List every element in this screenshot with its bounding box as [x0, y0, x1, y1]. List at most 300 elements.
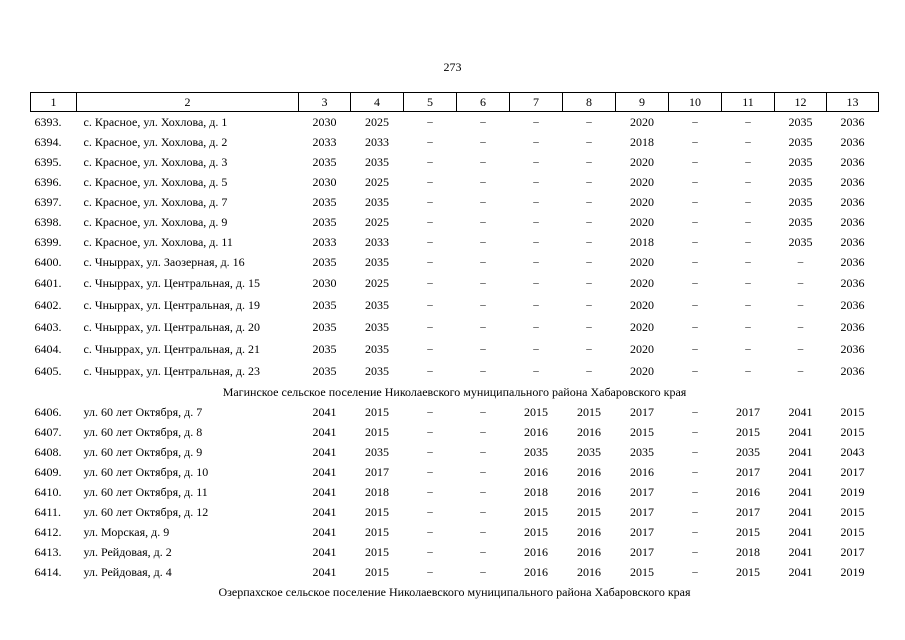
- table-body: [31, 112, 879, 603]
- year-cell: –: [586, 299, 592, 311]
- year-cell: –: [692, 299, 698, 311]
- year-cell: 2041: [788, 484, 813, 499]
- year-cell: 2035: [630, 444, 654, 459]
- year-cell: 2020: [630, 174, 654, 189]
- year-cell: 2018: [524, 484, 548, 499]
- year-cell: 2016: [524, 564, 548, 579]
- year-cell: 2041: [312, 564, 337, 579]
- year-cell: –: [745, 256, 751, 268]
- header-row: [31, 93, 879, 112]
- year-cell: 2035: [365, 254, 389, 269]
- year-cell: –: [586, 196, 592, 208]
- year-cell: 2033: [312, 234, 337, 249]
- year-cell: 2036: [840, 234, 865, 249]
- year-cell: 2015: [524, 404, 548, 419]
- year-cell: 2015: [736, 424, 760, 439]
- year-cell: 2015: [577, 404, 601, 419]
- year-cell: 2015: [524, 504, 548, 519]
- address-cell: с. Красное, ул. Хохлова, д. 9: [83, 214, 228, 229]
- year-cell: –: [427, 216, 433, 228]
- year-cell: –: [797, 365, 804, 377]
- year-cell: 2017: [630, 504, 654, 519]
- row-number: 6409.: [34, 464, 62, 479]
- year-cell: 2015: [365, 424, 389, 439]
- year-cell: 2041: [312, 464, 337, 479]
- year-cell: 2035: [524, 444, 548, 459]
- column-header: 13: [827, 93, 879, 112]
- year-cell: 2016: [524, 544, 548, 559]
- table-row: [31, 294, 879, 316]
- row-number: 6404.: [34, 341, 62, 356]
- year-cell: –: [533, 321, 539, 333]
- year-cell: 2041: [788, 524, 813, 539]
- year-cell: 2035: [365, 319, 389, 334]
- year-cell: 2020: [630, 114, 654, 129]
- year-cell: –: [586, 216, 592, 228]
- year-cell: 2041: [788, 544, 813, 559]
- year-cell: –: [427, 526, 433, 538]
- year-cell: 2036: [840, 341, 865, 356]
- year-cell: 2035: [312, 363, 337, 378]
- year-cell: 2035: [788, 174, 813, 189]
- year-cell: –: [745, 343, 751, 355]
- year-cell: 2025: [365, 114, 389, 129]
- row-number: 6401.: [34, 275, 62, 290]
- year-cell: 2020: [630, 194, 654, 209]
- address-cell: ул. Рейдовая, д. 4: [83, 564, 172, 579]
- column-header: 10: [669, 93, 722, 112]
- year-cell: 2036: [840, 319, 865, 334]
- year-cell: 2035: [312, 319, 337, 334]
- year-cell: 2018: [630, 234, 654, 249]
- year-cell: –: [427, 343, 433, 355]
- year-cell: 2035: [788, 134, 813, 149]
- address-cell: с. Чныррах, ул. Центральная, д. 15: [83, 275, 260, 290]
- year-cell: 2020: [630, 341, 654, 356]
- year-cell: 2036: [840, 114, 865, 129]
- year-cell: –: [427, 546, 433, 558]
- year-cell: –: [692, 426, 698, 438]
- year-cell: –: [692, 216, 698, 228]
- column-header: 7: [510, 93, 563, 112]
- year-cell: 2035: [365, 363, 389, 378]
- year-cell: –: [480, 136, 486, 148]
- year-cell: –: [480, 116, 486, 128]
- year-cell: 2025: [365, 214, 389, 229]
- year-cell: –: [797, 343, 804, 355]
- row-number: 6405.: [34, 363, 62, 378]
- year-cell: 2015: [630, 564, 654, 579]
- year-cell: 2015: [736, 524, 760, 539]
- year-cell: –: [586, 343, 592, 355]
- address-cell: ул. Рейдовая, д. 2: [83, 544, 172, 559]
- year-cell: 2015: [840, 524, 865, 539]
- year-cell: 2019: [840, 564, 865, 579]
- address-cell: ул. 60 лет Октября, д. 9: [83, 444, 203, 459]
- year-cell: 2017: [630, 484, 654, 499]
- year-cell: –: [692, 136, 698, 148]
- address-cell: с. Чныррах, ул. Центральная, д. 21: [83, 341, 260, 356]
- year-cell: –: [533, 176, 539, 188]
- year-cell: –: [427, 176, 433, 188]
- year-cell: 2016: [577, 544, 601, 559]
- row-number: 6408.: [34, 444, 62, 459]
- year-cell: 2015: [365, 524, 389, 539]
- row-number: 6411.: [34, 504, 62, 519]
- year-cell: –: [427, 136, 433, 148]
- year-cell: 2035: [577, 444, 601, 459]
- year-cell: 2020: [630, 254, 654, 269]
- year-cell: 2017: [365, 464, 389, 479]
- year-cell: –: [692, 365, 698, 377]
- year-cell: 2025: [365, 174, 389, 189]
- row-number: 6403.: [34, 319, 62, 334]
- year-cell: 2036: [840, 134, 865, 149]
- year-cell: 2041: [312, 444, 337, 459]
- year-cell: –: [427, 566, 433, 578]
- row-number: 6402.: [34, 297, 62, 312]
- year-cell: –: [480, 446, 486, 458]
- year-cell: 2017: [840, 464, 865, 479]
- year-cell: 2030: [312, 275, 337, 290]
- row-number: 6406.: [34, 404, 62, 419]
- table-row: [31, 316, 879, 338]
- year-cell: 2017: [840, 544, 865, 559]
- year-cell: 2033: [312, 134, 337, 149]
- year-cell: 2041: [312, 524, 337, 539]
- year-cell: 2036: [840, 254, 865, 269]
- year-cell: 2035: [312, 254, 337, 269]
- column-header: 3: [299, 93, 351, 112]
- year-cell: –: [480, 526, 486, 538]
- year-cell: 2041: [312, 404, 337, 419]
- column-header: 1: [31, 93, 77, 112]
- table-row: [31, 502, 879, 522]
- year-cell: 2018: [630, 134, 654, 149]
- year-cell: –: [586, 277, 592, 289]
- row-number: 6398.: [34, 214, 62, 229]
- table-row: [31, 112, 879, 133]
- year-cell: –: [480, 196, 486, 208]
- year-cell: 2041: [312, 504, 337, 519]
- year-cell: –: [745, 365, 751, 377]
- year-cell: 2018: [736, 544, 760, 559]
- year-cell: –: [427, 406, 433, 418]
- table-row: [31, 272, 879, 294]
- year-cell: –: [533, 116, 539, 128]
- row-number: 6396.: [34, 174, 62, 189]
- year-cell: 2035: [788, 114, 813, 129]
- page-number: 273: [443, 60, 462, 74]
- year-cell: –: [692, 546, 698, 558]
- year-cell: –: [692, 176, 698, 188]
- address-cell: ул. 60 лет Октября, д. 12: [83, 504, 209, 519]
- year-cell: 2035: [312, 297, 337, 312]
- year-cell: –: [427, 466, 433, 478]
- year-cell: –: [797, 256, 804, 268]
- year-cell: 2015: [840, 404, 865, 419]
- year-cell: 2015: [365, 564, 389, 579]
- year-cell: 2016: [736, 484, 760, 499]
- year-cell: –: [692, 446, 698, 458]
- year-cell: –: [745, 136, 751, 148]
- year-cell: –: [692, 486, 698, 498]
- column-header: 2: [77, 93, 299, 112]
- year-cell: –: [480, 406, 486, 418]
- column-header: 8: [563, 93, 616, 112]
- year-cell: –: [427, 299, 433, 311]
- table-row: [31, 442, 879, 462]
- year-cell: 2035: [312, 214, 337, 229]
- year-cell: 2035: [365, 341, 389, 356]
- year-cell: –: [533, 216, 539, 228]
- year-cell: –: [692, 196, 698, 208]
- year-cell: 2020: [630, 319, 654, 334]
- table-row: [31, 252, 879, 272]
- year-cell: 2016: [577, 564, 601, 579]
- year-cell: 2041: [312, 484, 337, 499]
- year-cell: 2020: [630, 214, 654, 229]
- address-cell: ул. 60 лет Октября, д. 11: [83, 484, 208, 499]
- year-cell: 2017: [736, 504, 760, 519]
- year-cell: 2035: [312, 194, 337, 209]
- year-cell: –: [692, 466, 698, 478]
- address-cell: с. Красное, ул. Хохлова, д. 7: [83, 194, 228, 209]
- year-cell: 2035: [365, 154, 389, 169]
- year-cell: –: [480, 176, 486, 188]
- column-header: 6: [457, 93, 510, 112]
- year-cell: 2025: [365, 275, 389, 290]
- year-cell: 2041: [788, 444, 813, 459]
- year-cell: –: [427, 277, 433, 289]
- row-number: 6394.: [34, 134, 62, 149]
- year-cell: –: [797, 277, 804, 289]
- year-cell: –: [533, 236, 539, 248]
- year-cell: –: [533, 156, 539, 168]
- year-cell: 2016: [577, 524, 601, 539]
- year-cell: –: [745, 156, 751, 168]
- section-heading-row: [31, 382, 879, 402]
- year-cell: –: [797, 321, 804, 333]
- year-cell: 2041: [312, 544, 337, 559]
- column-header: 5: [404, 93, 457, 112]
- year-cell: –: [533, 196, 539, 208]
- year-cell: 2043: [840, 444, 865, 459]
- column-header: 4: [351, 93, 404, 112]
- year-cell: –: [480, 321, 486, 333]
- year-cell: 2035: [736, 444, 760, 459]
- year-cell: –: [586, 256, 592, 268]
- year-cell: 2041: [788, 464, 813, 479]
- address-cell: с. Чныррах, ул. Заозерная, д. 16: [83, 254, 245, 269]
- year-cell: 2016: [630, 464, 654, 479]
- address-cell: с. Красное, ул. Хохлова, д. 1: [83, 114, 228, 129]
- column-header: 11: [722, 93, 775, 112]
- year-cell: –: [692, 256, 698, 268]
- address-cell: ул. 60 лет Октября, д. 8: [83, 424, 203, 439]
- year-cell: –: [427, 321, 433, 333]
- row-number: 6393.: [34, 114, 62, 129]
- table-row: [31, 132, 879, 152]
- year-cell: 2036: [840, 214, 865, 229]
- table-row: [31, 232, 879, 252]
- row-number: 6407.: [34, 424, 62, 439]
- year-cell: 2030: [312, 114, 337, 129]
- year-cell: –: [692, 566, 698, 578]
- row-number: 6395.: [34, 154, 62, 169]
- year-cell: 2016: [577, 424, 601, 439]
- year-cell: –: [692, 343, 698, 355]
- year-cell: 2041: [788, 504, 813, 519]
- table-row: [31, 360, 879, 382]
- year-cell: –: [745, 277, 751, 289]
- year-cell: 2016: [577, 464, 601, 479]
- year-cell: 2019: [840, 484, 865, 499]
- address-cell: с. Красное, ул. Хохлова, д. 3: [83, 154, 228, 169]
- year-cell: –: [480, 156, 486, 168]
- year-cell: –: [745, 176, 751, 188]
- year-cell: –: [586, 156, 592, 168]
- year-cell: 2035: [788, 154, 813, 169]
- table-row: [31, 402, 879, 422]
- table-row: [31, 422, 879, 442]
- year-cell: 2036: [840, 275, 865, 290]
- table-row: [31, 192, 879, 212]
- year-cell: –: [480, 299, 486, 311]
- year-cell: –: [427, 196, 433, 208]
- year-cell: –: [692, 506, 698, 518]
- year-cell: 2035: [788, 214, 813, 229]
- address-cell: ул. Морская, д. 9: [83, 524, 170, 539]
- year-cell: –: [692, 321, 698, 333]
- year-cell: –: [427, 486, 433, 498]
- year-cell: –: [427, 256, 433, 268]
- year-cell: –: [692, 116, 698, 128]
- year-cell: 2033: [365, 234, 389, 249]
- year-cell: –: [692, 156, 698, 168]
- year-cell: 2033: [365, 134, 389, 149]
- year-cell: –: [533, 277, 539, 289]
- year-cell: 2036: [840, 174, 865, 189]
- table-row: [31, 462, 879, 482]
- year-cell: –: [480, 365, 486, 377]
- year-cell: –: [480, 277, 486, 289]
- year-cell: –: [533, 365, 539, 377]
- year-cell: –: [692, 236, 698, 248]
- year-cell: –: [533, 136, 539, 148]
- year-cell: 2041: [788, 404, 813, 419]
- year-cell: 2020: [630, 275, 654, 290]
- year-cell: –: [586, 321, 592, 333]
- year-cell: –: [480, 546, 486, 558]
- year-cell: –: [745, 116, 751, 128]
- year-cell: –: [427, 116, 433, 128]
- year-cell: 2036: [840, 194, 865, 209]
- year-cell: 2015: [840, 504, 865, 519]
- year-cell: –: [427, 446, 433, 458]
- table-row: [31, 172, 879, 192]
- column-header: 12: [775, 93, 827, 112]
- year-cell: –: [692, 526, 698, 538]
- year-cell: 2015: [840, 424, 865, 439]
- year-cell: –: [480, 426, 486, 438]
- year-cell: 2041: [788, 564, 813, 579]
- table-row: [31, 338, 879, 360]
- year-cell: 2016: [524, 464, 548, 479]
- year-cell: –: [427, 156, 433, 168]
- row-number: 6397.: [34, 194, 62, 209]
- year-cell: 2030: [312, 174, 337, 189]
- year-cell: –: [745, 299, 751, 311]
- year-cell: –: [427, 506, 433, 518]
- year-cell: –: [480, 343, 486, 355]
- year-cell: 2035: [788, 234, 813, 249]
- year-cell: –: [480, 236, 486, 248]
- table-row: [31, 152, 879, 172]
- year-cell: 2035: [365, 194, 389, 209]
- year-cell: 2036: [840, 297, 865, 312]
- year-cell: –: [745, 236, 751, 248]
- year-cell: –: [427, 365, 433, 377]
- year-cell: –: [533, 343, 539, 355]
- year-cell: –: [745, 216, 751, 228]
- year-cell: 2035: [365, 444, 389, 459]
- year-cell: 2017: [736, 464, 760, 479]
- year-cell: –: [586, 176, 592, 188]
- year-cell: –: [586, 236, 592, 248]
- year-cell: –: [745, 196, 751, 208]
- row-number: 6400.: [34, 254, 62, 269]
- year-cell: 2015: [365, 544, 389, 559]
- year-cell: 2035: [312, 154, 337, 169]
- year-cell: –: [797, 299, 804, 311]
- year-cell: 2015: [630, 424, 654, 439]
- year-cell: 2036: [840, 363, 865, 378]
- year-cell: 2018: [365, 484, 389, 499]
- address-cell: с. Чныррах, ул. Центральная, д. 20: [83, 319, 260, 334]
- year-cell: –: [427, 236, 433, 248]
- year-cell: –: [480, 486, 486, 498]
- year-cell: –: [480, 466, 486, 478]
- row-number: 6399.: [34, 234, 62, 249]
- year-cell: –: [692, 406, 698, 418]
- year-cell: –: [480, 566, 486, 578]
- housing-schedule-table: [30, 92, 879, 602]
- year-cell: –: [533, 299, 539, 311]
- year-cell: 2015: [365, 504, 389, 519]
- year-cell: –: [427, 426, 433, 438]
- table-row: [31, 212, 879, 232]
- year-cell: 2015: [365, 404, 389, 419]
- address-cell: с. Красное, ул. Хохлова, д. 5: [83, 174, 228, 189]
- section-heading-row: [31, 582, 879, 602]
- year-cell: –: [586, 136, 592, 148]
- year-cell: 2016: [577, 484, 601, 499]
- address-cell: ул. 60 лет Октября, д. 10: [83, 464, 209, 479]
- column-header: 9: [616, 93, 669, 112]
- year-cell: 2017: [630, 524, 654, 539]
- year-cell: 2015: [577, 504, 601, 519]
- year-cell: 2020: [630, 363, 654, 378]
- address-cell: с. Чныррах, ул. Центральная, д. 23: [83, 363, 260, 378]
- table-row: [31, 482, 879, 502]
- section-heading: Озерпахское сельское поселение Николаевского муниципального района Хабаровского края: [218, 584, 691, 599]
- table-row: [31, 542, 879, 562]
- year-cell: –: [480, 256, 486, 268]
- year-cell: 2041: [788, 424, 813, 439]
- year-cell: –: [692, 277, 698, 289]
- year-cell: –: [480, 506, 486, 518]
